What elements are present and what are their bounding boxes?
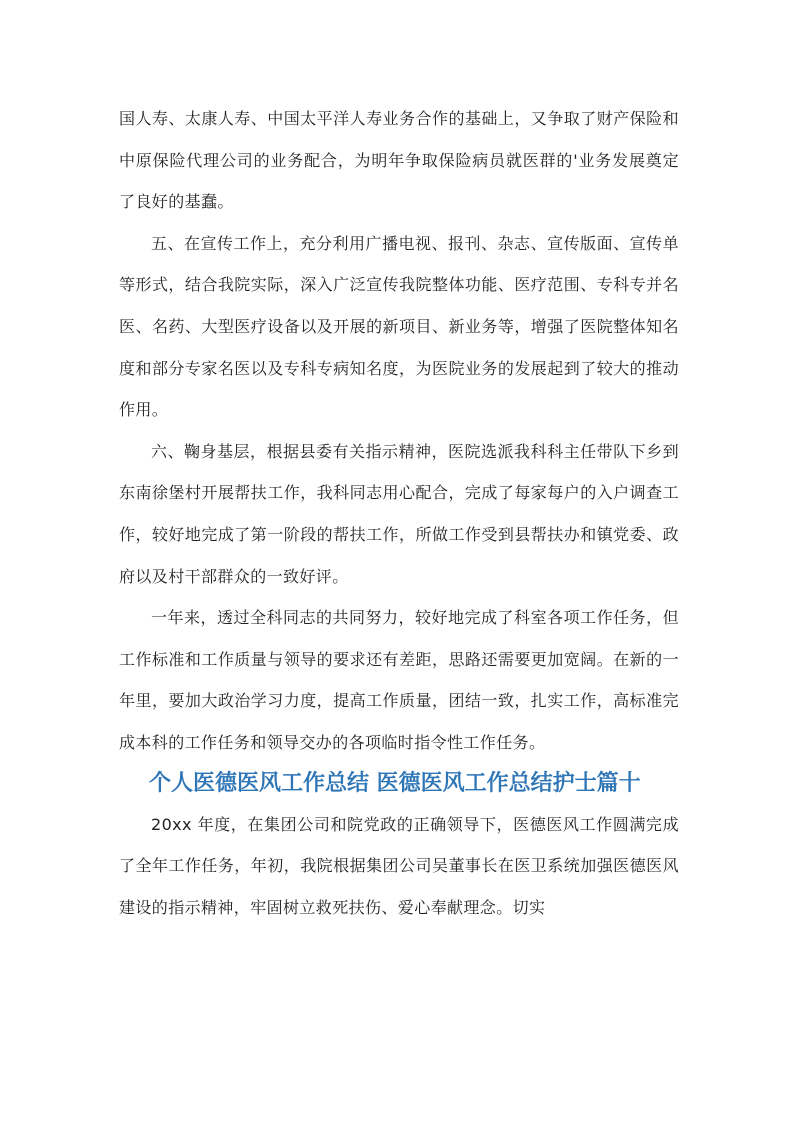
section-heading: 个人医德医风工作总结 医德医风工作总结护士篇十 <box>149 770 641 796</box>
paragraph-2: 五、在宣传工作上，充分利用广播电视、报刊、杂志、宣传版面、宣传单等形式，结合我院实际，深入广泛宣传我院整体功能、医疗范围、专科专并名医、名药、大型医疗设备以及开展的新项目、新业务等，增强了医院整体知名度和部分专家名医以及专科专病知名度，为医院业务的发展起到了较大的推动作用。 <box>119 233 679 420</box>
paragraph-4: 一年来，透过全科同志的共同努力，较好地完成了科室各项工作任务，但工作标准和工作质量与领导的要求还有差距，思路还需要更加宽阔。在新的一年里，要加大政治学习力度，提高工作质量，团结一致，扎实工作，高标准完成本科的工作任务和领导交办的各项临时指令性工作任务。 <box>119 608 679 752</box>
paragraph-3: 六、鞠身基层，根据县委有关指示精神，医院选派我科科主任带队下乡到东南徐堡村开展帮扶工作，我科同志用心配合，完成了每家每户的入户调查工作，较好地完成了第一阶段的帮扶工作，所做工作受到县帮扶办和镇党委、政府以及村干部群众的一致好评。 <box>119 441 679 586</box>
document-body <box>119 98 679 928</box>
paragraph-1: 国人寿、太康人寿、中国太平洋人寿业务合作的基础上，又争取了财产保险和中原保险代理公司的业务配合，为明年争取保险病员就医群的'业务发展奠定了良好的基蠢。 <box>119 109 679 212</box>
paragraph-5: 20xx 年度，在集团公司和院党政的正确领导下，医德医风工作圆满完成了全年工作任务，年初，我院根据集团公司吴董事长在医卫系统加强医德医风建设的指示精神，牢固树立救死扶伤、爱心奉献理念。切实 <box>119 814 679 917</box>
